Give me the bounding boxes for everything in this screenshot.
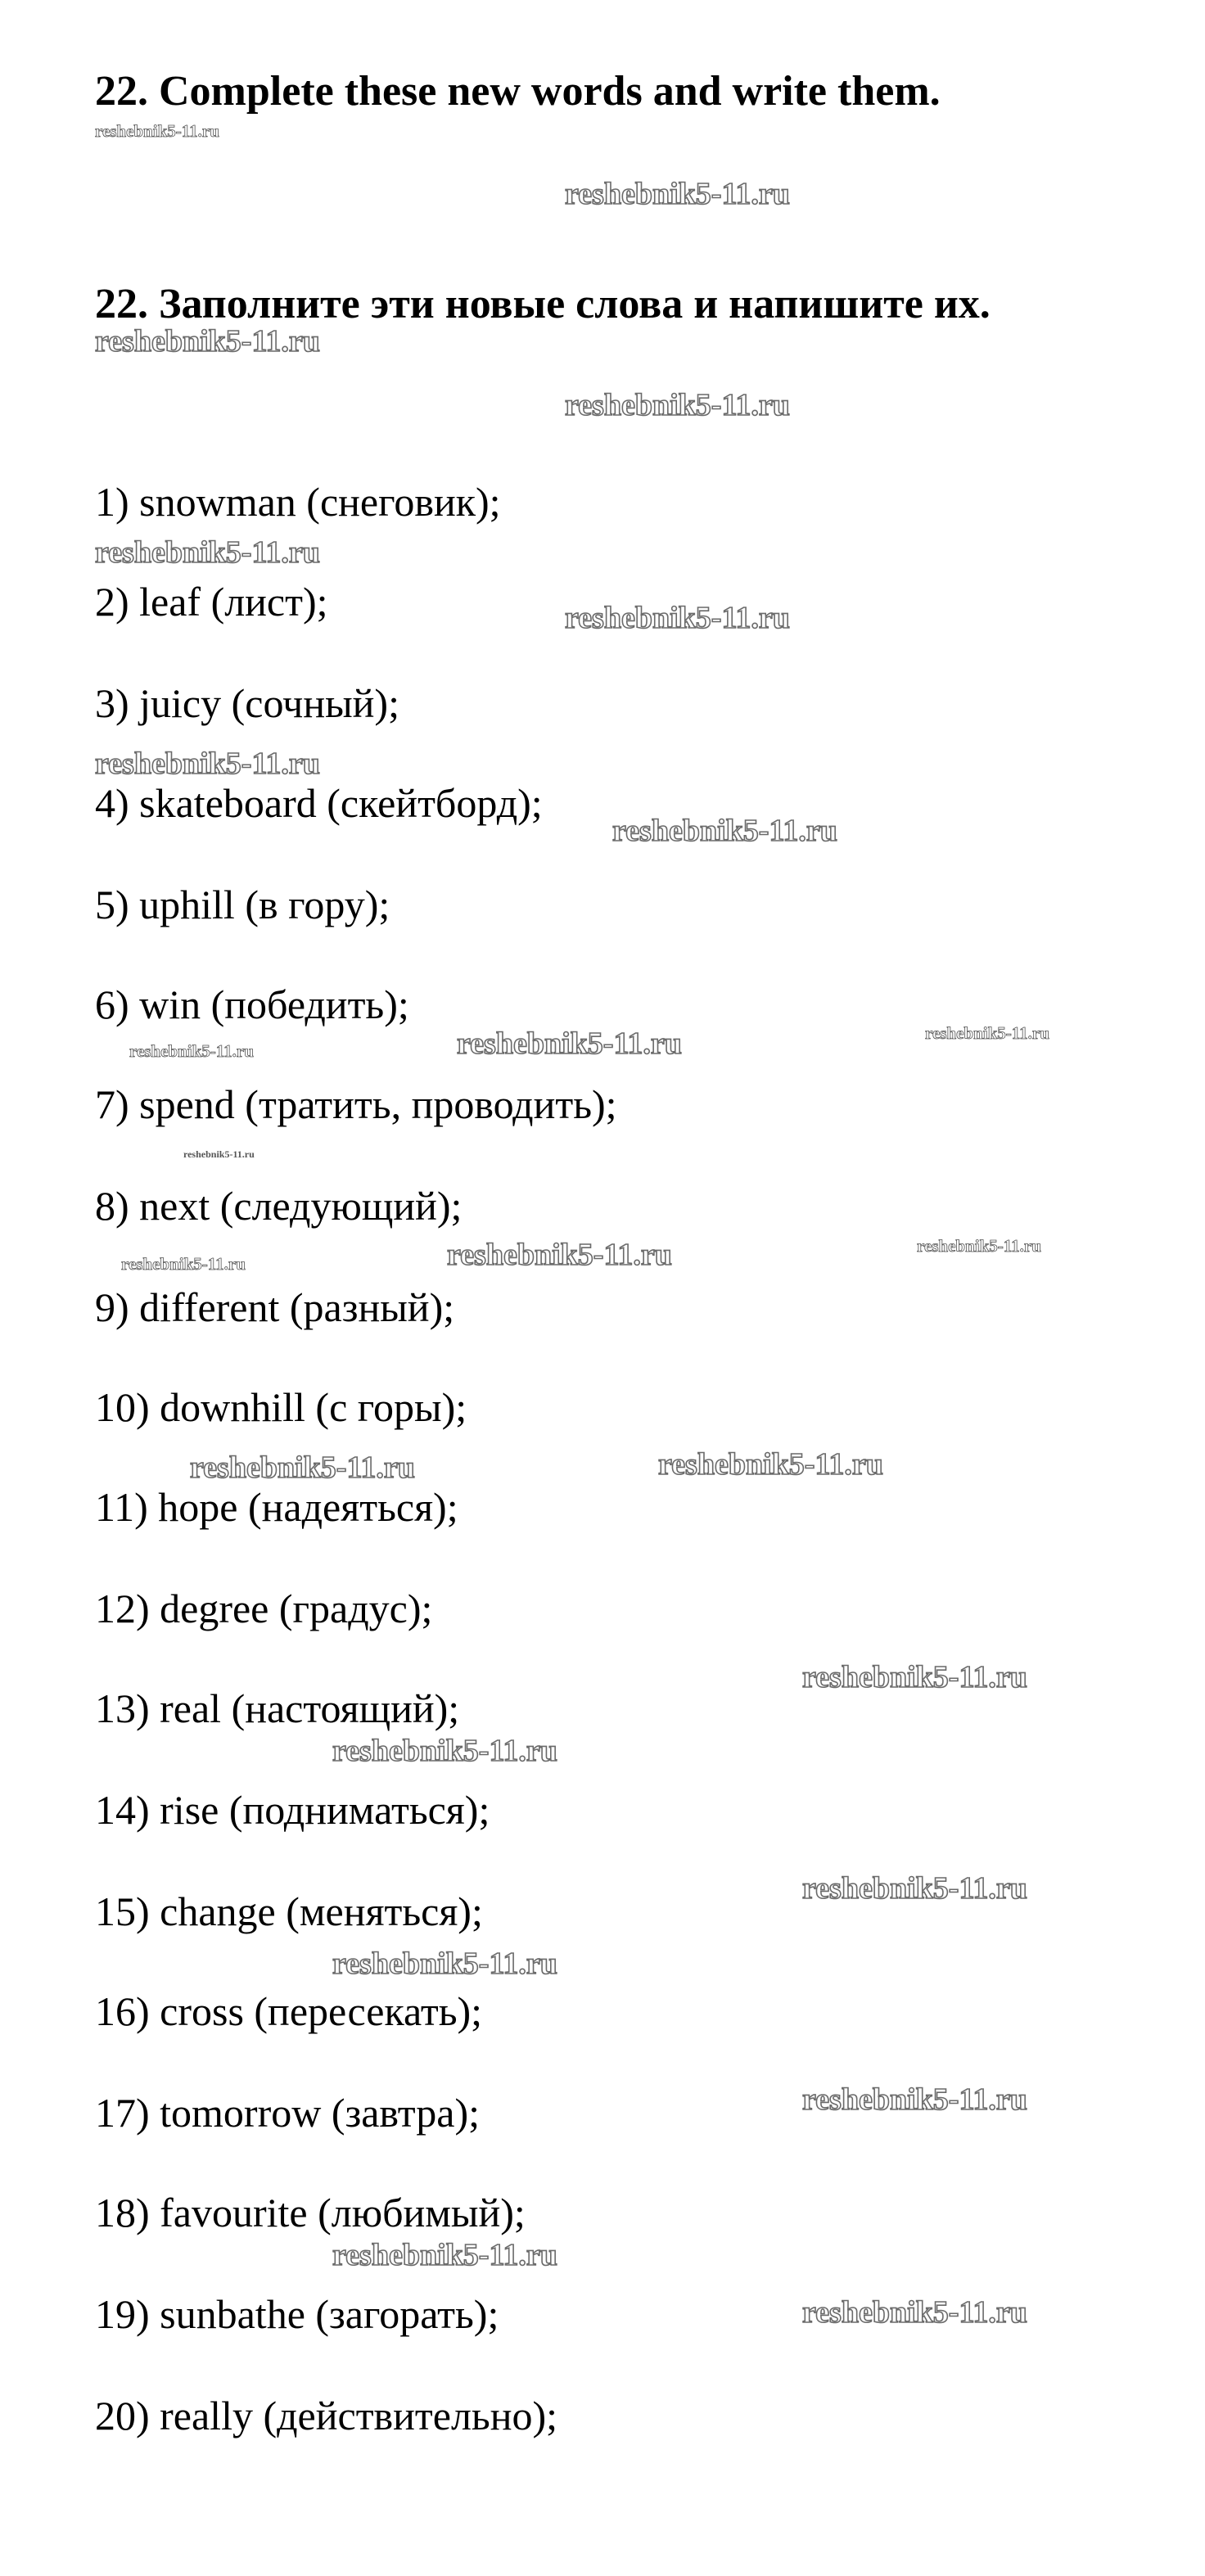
- watermark: reshebnik5-11.ru: [612, 814, 837, 848]
- watermark: reshebnik5-11.ru: [190, 1450, 415, 1485]
- watermark: reshebnik5-11.ru: [129, 1041, 254, 1061]
- watermark: reshebnik5-11.ru: [925, 1023, 1049, 1043]
- watermark: reshebnik5-11.ru: [802, 2295, 1027, 2330]
- word-list-item: 17) tomorrow (завтра);: [95, 2090, 480, 2136]
- watermark: reshebnik5-11.ru: [917, 1236, 1041, 1256]
- watermark: reshebnik5-11.ru: [802, 1871, 1027, 1906]
- word-list-item: 11) hope (надеяться);: [95, 1484, 458, 1530]
- watermark: reshebnik5-11.ru: [457, 1026, 682, 1061]
- watermark: reshebnik5-11.ru: [658, 1447, 883, 1482]
- word-list-item: 16) cross (пересекать);: [95, 1988, 483, 2034]
- watermark: reshebnik5-11.ru: [332, 2238, 557, 2272]
- word-list-item: 5) uphill (в гору);: [95, 882, 390, 927]
- watermark: reshebnik5-11.ru: [332, 1947, 557, 1981]
- word-list-item: 12) degree (градус);: [95, 1586, 433, 1631]
- word-list-item: 20) really (действительно);: [95, 2393, 558, 2438]
- word-list-item: 7) spend (тратить, проводить);: [95, 1081, 617, 1127]
- word-list-item: 6) win (победить);: [95, 981, 409, 1027]
- word-list-item: 19) sunbathe (загорать);: [95, 2291, 499, 2337]
- word-list-item: 13) real (настоящий);: [95, 1685, 460, 1731]
- watermark: reshebnik5-11.ru: [565, 601, 790, 635]
- watermark: reshebnik5-11.ru: [121, 1254, 246, 1274]
- watermark: reshebnik5-11.ru: [565, 177, 790, 211]
- word-list-item: 8) next (следующий);: [95, 1183, 463, 1229]
- word-list-item: 9) different (разный);: [95, 1284, 455, 1330]
- word-list-item: 3) juicy (сочный);: [95, 680, 399, 726]
- watermark: reshebnik5-11.ru: [95, 747, 320, 781]
- word-list-item: 4) skateboard (скейтборд);: [95, 780, 543, 826]
- word-list-item: 2) leaf (лист);: [95, 579, 328, 625]
- watermark: reshebnik5-11.ru: [95, 324, 320, 359]
- exercise-heading-english: 22. Complete these new words and write them.: [95, 68, 941, 115]
- word-list-item: 10) downhill (с горы);: [95, 1384, 467, 1430]
- watermark: reshebnik5-11.ru: [447, 1238, 672, 1272]
- watermark: reshebnik5-11.ru: [565, 388, 790, 422]
- watermark: reshebnik5-11.ru: [332, 1734, 557, 1768]
- watermark: reshebnik5-11.ru: [95, 535, 320, 570]
- word-list-item: 15) change (меняться);: [95, 1888, 483, 1934]
- watermark: reshebnik5-11.ru: [802, 2082, 1027, 2117]
- exercise-heading-russian: 22. Заполните эти новые слова и напишите их.: [95, 281, 991, 327]
- word-list-item: 18) favourite (любимый);: [95, 2190, 526, 2235]
- watermark: reshebnik5-11.ru: [95, 121, 219, 141]
- watermark: reshebnik5-11.ru: [183, 1148, 255, 1160]
- watermark: reshebnik5-11.ru: [802, 1660, 1027, 1694]
- word-list-item: 14) rise (подниматься);: [95, 1787, 490, 1833]
- word-list-item: 1) snowman (снеговик);: [95, 479, 501, 525]
